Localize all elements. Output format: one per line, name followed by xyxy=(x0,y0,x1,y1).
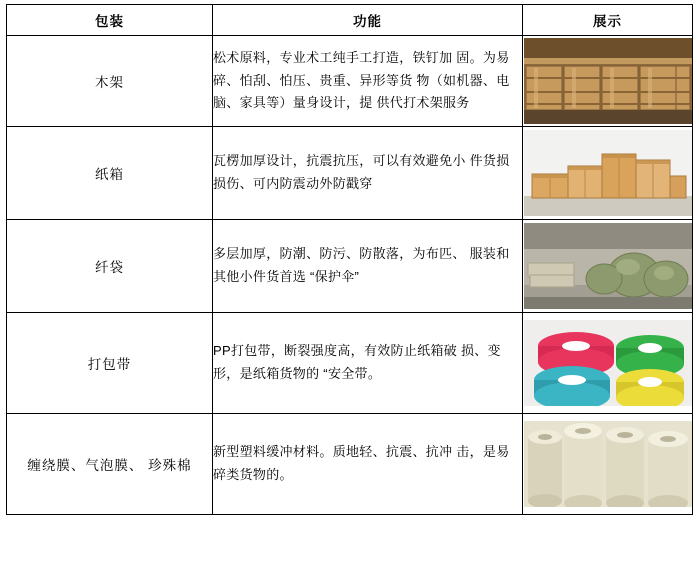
header-row xyxy=(7,5,693,36)
row-name-carton: 纸箱 xyxy=(7,127,213,220)
packaging-table xyxy=(6,4,693,515)
row-desc-carton: 瓦楞加厚设计，抗震抗压，可以有效避免小 件货损损伤、可内防震动外防戳穿 xyxy=(213,127,523,220)
row-name-strap: 打包带 xyxy=(7,313,213,414)
table-row xyxy=(7,36,693,127)
row-name-film: 缠绕膜、气泡膜、 珍殊棉 xyxy=(7,414,213,515)
row-desc-crate: 松术原料，专业术工纯手工打造，铁钉加 固。为易碎、怕刮、怕压、贵重、异形等货 物（如机器、电脑、家具等）量身设计，提 供代打术架服务 xyxy=(213,36,523,127)
packing-straps-photo xyxy=(524,320,692,406)
row-image-strap xyxy=(523,313,693,414)
woven-bags-photo xyxy=(524,223,692,309)
table-row xyxy=(7,220,693,313)
wooden-crate-photo xyxy=(524,38,692,124)
row-name-crate: 木架 xyxy=(7,36,213,127)
stretch-film-photo xyxy=(524,421,692,507)
header-packaging: 包装 xyxy=(7,5,213,36)
header-function: 功能 xyxy=(213,5,523,36)
row-name-bag: 纤袋 xyxy=(7,220,213,313)
table-row xyxy=(7,414,693,515)
row-image-film xyxy=(523,414,693,515)
row-desc-bag: 多层加厚，防潮、防污、防散落，为布匹、 服装和其他小件货首选 “保护伞” xyxy=(213,220,523,313)
row-image-carton xyxy=(523,127,693,220)
table-body xyxy=(7,36,693,515)
table-row xyxy=(7,313,693,414)
carton-boxes-photo xyxy=(524,130,692,216)
row-desc-film: 新型塑料缓冲材料。质地轻、抗震、抗冲 击，是易碎类货物的。 xyxy=(213,414,523,515)
row-desc-strap: PP打包带，断裂强度高，有效防止纸箱破 损、变形，是纸箱货物的 “安全带。 xyxy=(213,313,523,414)
header-display: 展示 xyxy=(523,5,693,36)
row-image-bag xyxy=(523,220,693,313)
table-header xyxy=(7,5,693,36)
table-row xyxy=(7,127,693,220)
row-image-crate xyxy=(523,36,693,127)
